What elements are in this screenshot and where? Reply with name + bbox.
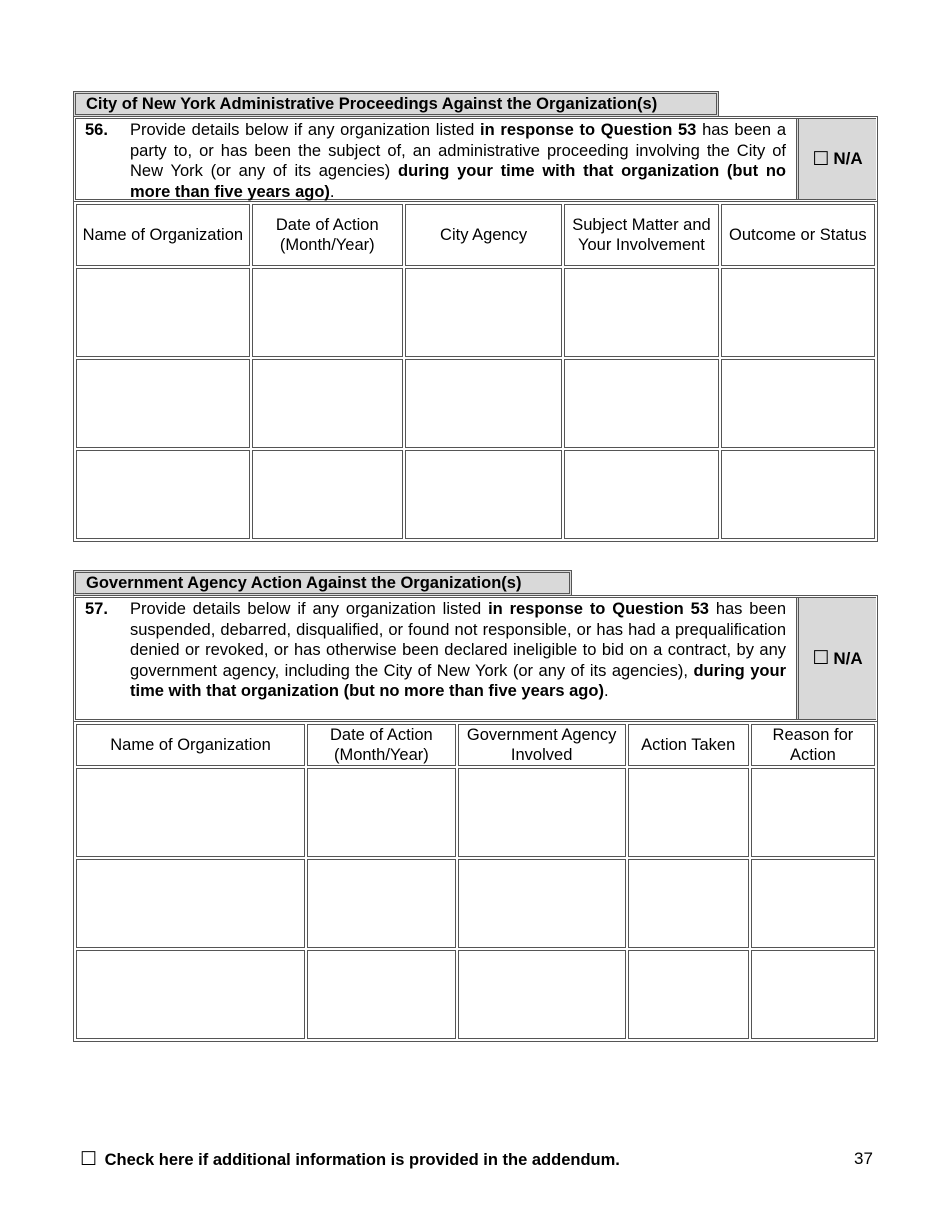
na-checkbox-56[interactable] <box>796 119 876 199</box>
table-cell[interactable] <box>721 450 875 539</box>
table-cell[interactable] <box>252 268 403 357</box>
table-cell[interactable] <box>76 768 305 857</box>
column-header: Action Taken <box>628 724 749 766</box>
table-cell[interactable] <box>751 768 875 857</box>
question-text-segment: Provide details below if any organization listed <box>130 121 481 139</box>
column-header: Reason for Action <box>751 724 875 766</box>
table-cell[interactable] <box>628 768 749 857</box>
question-56-number: 56. <box>85 121 108 139</box>
question-text-segment: during your time with that organization (but no more than five years ago) <box>130 162 786 201</box>
column-header: Date of Action (Month/Year) <box>307 724 456 766</box>
column-header: City Agency <box>405 204 562 266</box>
table-56 <box>73 201 878 542</box>
table-cell[interactable] <box>564 359 718 448</box>
question-56-box <box>73 116 878 202</box>
table-cell[interactable] <box>458 768 626 857</box>
question-text-segment: in response to Question 53 <box>480 121 697 139</box>
table-cell[interactable] <box>458 950 626 1039</box>
table-cell[interactable] <box>76 359 250 448</box>
checkbox-icon: ☐ <box>80 1149 98 1170</box>
table-cell[interactable] <box>76 450 250 539</box>
table-cell[interactable] <box>564 450 718 539</box>
table-cell[interactable] <box>405 268 562 357</box>
column-header: Name of Organization <box>76 724 305 766</box>
page-number: 37 <box>854 1149 873 1168</box>
column-header: Date of Action (Month/Year) <box>252 204 403 266</box>
table-row <box>76 950 875 1039</box>
na-checkbox-57[interactable] <box>796 598 876 719</box>
question-57-number: 57. <box>85 600 108 618</box>
table-cell[interactable] <box>76 950 305 1039</box>
column-header: Outcome or Status <box>721 204 875 266</box>
question-text-segment: . <box>329 182 335 201</box>
table-cell[interactable] <box>405 450 562 539</box>
question-56-text <box>130 120 786 202</box>
column-header: Government Agency Involved <box>458 724 626 766</box>
table-cell[interactable] <box>252 359 403 448</box>
table-row <box>76 859 875 948</box>
table-row <box>76 359 875 448</box>
table-57 <box>73 721 878 1042</box>
question-text-segment: Provide details below if any organization listed <box>130 600 489 618</box>
addendum-checkbox[interactable] <box>80 1148 620 1171</box>
table-cell[interactable] <box>405 359 562 448</box>
question-57-box <box>73 595 878 722</box>
table-row <box>76 768 875 857</box>
na-label: N/A <box>833 648 863 668</box>
section-57-title: Government Agency Action Against the Organization(s) <box>73 570 572 596</box>
table-cell[interactable] <box>307 768 456 857</box>
na-label: N/A <box>833 149 863 168</box>
question-text-segment: has been suspended, debarred, disqualified, or found not responsible, or has had a prequalification denied or revoked, or has otherwise been declared ineligible to bid on a contract, by any government agency, including the City of New York (or any of its agencies), <box>130 600 787 680</box>
question-text-segment: . <box>603 682 609 700</box>
question-57-text <box>130 599 786 702</box>
table-cell[interactable] <box>76 268 250 357</box>
column-header: Name of Organization <box>76 204 250 266</box>
table-cell[interactable] <box>458 859 626 948</box>
checkbox-icon: ☐ <box>812 148 830 170</box>
table-cell[interactable] <box>307 859 456 948</box>
table-cell[interactable] <box>751 859 875 948</box>
table-cell[interactable] <box>751 950 875 1039</box>
column-header: Subject Matter and Your Involvement <box>564 204 718 266</box>
table-cell[interactable] <box>721 268 875 357</box>
addendum-label: Check here if additional information is provided in the addendum. <box>104 1151 620 1169</box>
section-56-title: City of New York Administrative Proceedings Against the Organization(s) <box>73 91 719 117</box>
checkbox-icon: ☐ <box>812 648 830 669</box>
question-text-segment: in response to Question 53 <box>488 600 709 618</box>
question-text-segment: has been a party to, or has been the subject of, an administrative proceeding involving the City of New York (or any of its agencies) <box>130 121 786 180</box>
table-cell[interactable] <box>628 859 749 948</box>
table-cell[interactable] <box>721 359 875 448</box>
table-row <box>76 450 875 539</box>
question-text-segment: during your time with that organization (but no more than five years ago) <box>130 661 786 700</box>
table-row <box>76 268 875 357</box>
table-cell[interactable] <box>252 450 403 539</box>
table-cell[interactable] <box>307 950 456 1039</box>
table-cell[interactable] <box>76 859 305 948</box>
table-cell[interactable] <box>628 950 749 1039</box>
table-cell[interactable] <box>564 268 718 357</box>
